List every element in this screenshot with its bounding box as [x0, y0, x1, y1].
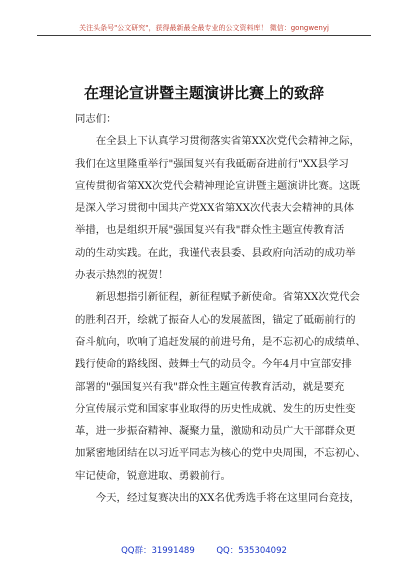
body-line: 动的生动实践。在此，我谨代表县委、县政府向活动的成功举: [75, 246, 356, 259]
body-line: 办表示热烈的祝贺！: [75, 269, 169, 282]
body-line: 牢记使命，锐意进取、勇毅前行。: [75, 469, 231, 482]
body-line: 在全县上下认真学习贯彻落实省第XX次党代会精神之际，: [75, 135, 360, 148]
salutation-line: 同志们：: [75, 113, 117, 125]
header-divider: [37, 35, 371, 36]
body-line: 今天，经过复赛决出的XX名优秀选手将在这里同台竞技，: [75, 492, 360, 505]
body-line: 我们在这里隆重举行"强国复兴有我砥砺奋进前行"XX县学习: [75, 157, 349, 170]
document-title: 在理论宣讲暨主题演讲比赛上的致辞: [83, 84, 324, 102]
body-line: 部署的"强国复兴有我"群众性主题宣传教育活动，就是要充: [75, 380, 345, 393]
body-line: 奋斗航向，吹响了追赶发展的前进号角，是不忘初心的成绩单、: [75, 335, 366, 348]
document-body: [75, 108, 366, 509]
body-line: 的胜利召开，绘就了振奋人心的发展蓝图，锚定了砥砺前行的: [75, 313, 356, 326]
body-line: 加紧密地团结在以习近平同志为核心的党中央周围，不忘初心、: [75, 447, 366, 460]
page-header-banner: 关注头条号"公文研究"，获得最新最全最专业的公文资料库！ 微信：gongwenyj: [79, 24, 329, 32]
body-line: 革，进一步振奋精神、凝聚力量，激励和动员广大干部群众更: [75, 425, 356, 438]
body-line: 宣传贯彻省第XX次党代会精神理论宣讲暨主题演讲比赛。这既: [75, 179, 360, 192]
body-line: 新思想指引新征程，新征程赋予新使命。省第XX次党代会: [75, 291, 360, 304]
body-line: 举措，也是组织开展"强国复兴有我"群众性主题宣传教育活: [75, 224, 345, 237]
body-line: 分宣传展示党和国家事业取得的历史性成就、发生的历史性变: [75, 402, 356, 415]
body-line: 践行使命的路线图、鼓舞士气的动员令。今年4月中宣部安排: [75, 358, 352, 371]
page-footer-contact: QQ群：31991489 QQ：535304092: [121, 546, 287, 556]
body-line: 是深入学习贯彻中国共产党XX省第XX次代表大会精神的具体: [75, 202, 354, 215]
